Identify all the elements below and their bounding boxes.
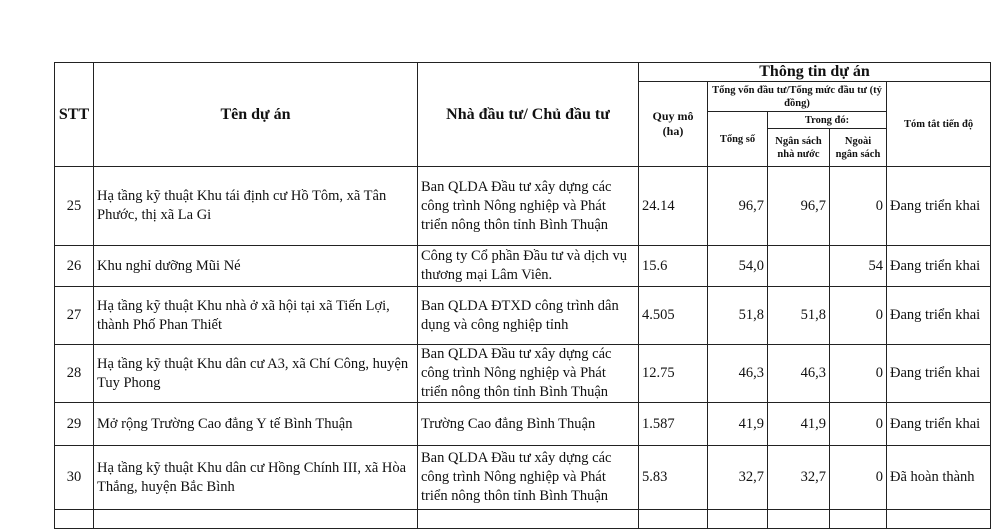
cell-total: 51,8 [708,287,768,345]
cell-scale: 12.75 [639,345,708,403]
cell-state-budget [768,246,830,287]
cell-total: 96,7 [708,167,768,246]
cell-total: 54,0 [708,246,768,287]
cell-investor: Ban QLDA ĐTXD công trình dân dụng và công nghiệp tỉnh [418,287,639,345]
cell-scale: 5.83 [639,446,708,510]
cell-state-budget: 51,8 [768,287,830,345]
cell-stt: 27 [55,287,94,345]
header-project-name: Tên dự án [94,63,418,167]
cell-investor: Trường Cao đẳng Bình Thuận [418,403,639,446]
cell-non-budget: 0 [830,446,887,510]
header-progress: Tóm tắt tiến độ [887,82,991,167]
cell-scale: 4.505 [639,287,708,345]
table-row [55,403,991,446]
cell-investor: Ban QLDA Đầu tư xây dựng các công trình Nông nghiệp và Phát triển nông thôn tỉnh Bình Thuận [418,345,639,403]
cell-non-budget: 0 [830,403,887,446]
cell-non-budget: 0 [830,287,887,345]
cell-progress: Đang triển khai [887,167,991,246]
cell-investor: Ban QLDA Đầu tư xây dựng các công trình Nông nghiệp và Phát triển nông thôn tỉnh Bình Thuận [418,167,639,246]
header-capital: Tổng vốn đầu tư/Tổng mức đầu tư (tỷ đồng) [708,82,887,112]
cell-project-name: Khu nghỉ dưỡng Mũi Né [94,246,418,287]
cell-stt: 25 [55,167,94,246]
project-table [54,62,991,529]
cell-project-name: Mở rộng Trường Cao đẳng Y tế Bình Thuận [94,403,418,446]
header-state-budget: Ngân sách nhà nước [768,129,830,167]
header-stt: STT [55,63,94,167]
cell-project-name: Hạ tầng kỹ thuật Khu tái định cư Hồ Tôm, xã Tân Phước, thị xã La Gi [94,167,418,246]
cell-non-budget: 0 [830,345,887,403]
header-investor: Nhà đầu tư/ Chủ đầu tư [418,63,639,167]
cell-stt: 28 [55,345,94,403]
cell-project-name: Hạ tầng kỹ thuật Khu nhà ở xã hội tại xã Tiến Lợi, thành Phố Phan Thiết [94,287,418,345]
cell-stt: 29 [55,403,94,446]
table-row [55,287,991,345]
table-row [55,246,991,287]
cell-project-name: Hạ tầng kỹ thuật Khu dân cư A3, xã Chí Công, huyện Tuy Phong [94,345,418,403]
cell-progress: Đã hoàn thành [887,446,991,510]
cell-investor: Công ty Cổ phần Đầu tư và dịch vụ thương mại Lâm Viên. [418,246,639,287]
cell-scale: 24.14 [639,167,708,246]
cell-total: 32,7 [708,446,768,510]
header-of-which: Trong đó: [768,112,887,129]
table-row [55,446,991,510]
cell-state-budget: 96,7 [768,167,830,246]
cell-scale: 1.587 [639,403,708,446]
cell-state-budget: 32,7 [768,446,830,510]
cell-stt: 26 [55,246,94,287]
cell-scale: 15.6 [639,246,708,287]
cell-state-budget: 46,3 [768,345,830,403]
cell-investor: Ban QLDA Đầu tư xây dựng các công trình Nông nghiệp và Phát triển nông thôn tỉnh Bình Thuận [418,446,639,510]
cell-project-name: Hạ tầng kỹ thuật Khu dân cư Hồng Chính III, xã Hòa Thắng, huyện Bắc Bình [94,446,418,510]
cell-total: 46,3 [708,345,768,403]
header-scale: Quy mô (ha) [639,82,708,167]
cell-progress: Đang triển khai [887,403,991,446]
cell-progress: Đang triển khai [887,246,991,287]
header-non-budget: Ngoài ngân sách [830,129,887,167]
table-row [55,345,991,403]
table-row [55,167,991,246]
header-project-info: Thông tin dự án [639,63,991,82]
header-total: Tổng số [708,112,768,167]
cell-non-budget: 54 [830,246,887,287]
cell-non-budget: 0 [830,167,887,246]
cell-state-budget: 41,9 [768,403,830,446]
cell-stt: 30 [55,446,94,510]
cell-total: 41,9 [708,403,768,446]
cell-progress: Đang triển khai [887,345,991,403]
cell-progress: Đang triển khai [887,287,991,345]
